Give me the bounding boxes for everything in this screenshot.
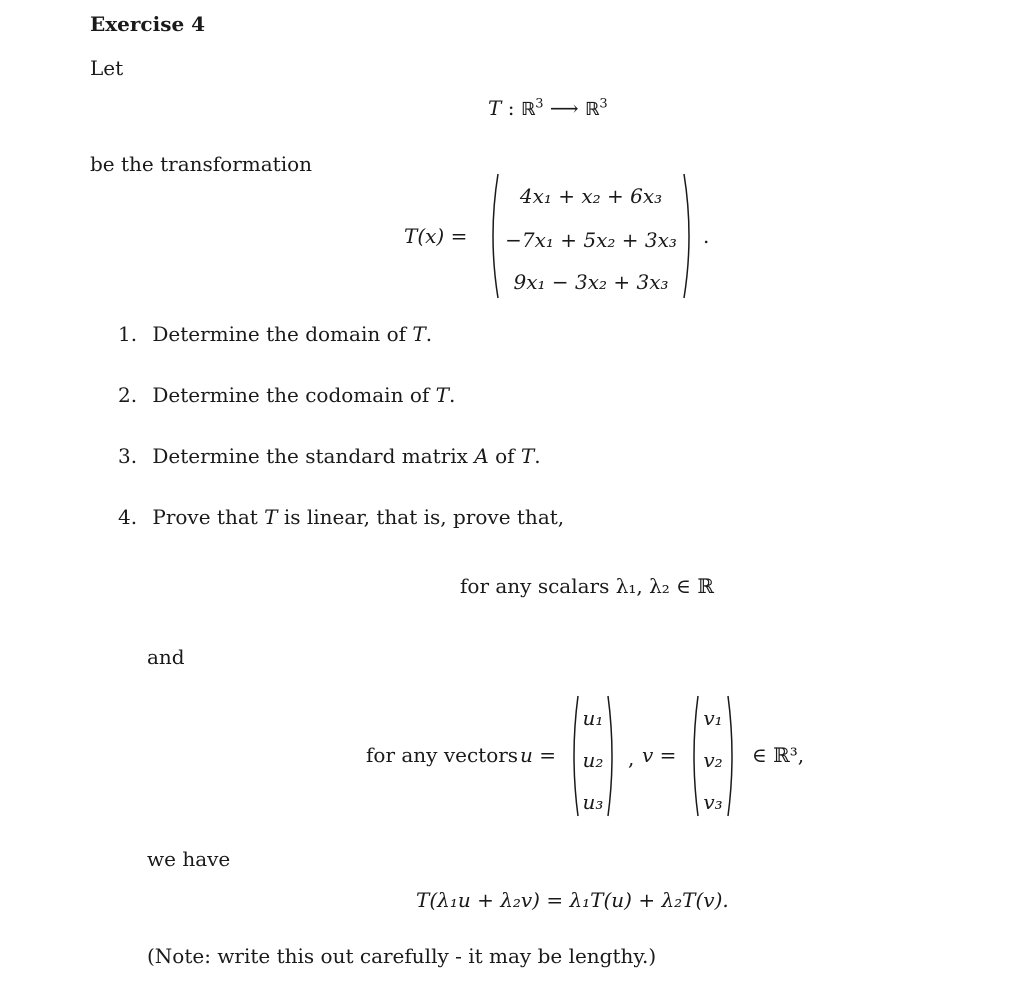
intro-text: Let: [90, 56, 124, 80]
transform-lhs: T(x) =: [404, 224, 468, 248]
item-4: [118, 505, 564, 529]
map-T: T: [488, 96, 502, 120]
u-label: u =: [520, 743, 556, 767]
we-have-text: we have: [147, 847, 231, 871]
item-text: Prove that: [152, 505, 258, 529]
u-entry-2: u₂: [582, 748, 604, 772]
item-symbol: T: [264, 505, 278, 529]
item-end: .: [425, 322, 433, 346]
item-text: Determine the codomain of: [152, 383, 430, 407]
be-transformation-text: be the transformation: [90, 152, 313, 176]
map-colon: :: [507, 96, 515, 120]
item-end: .: [534, 444, 541, 468]
item-number: 2.: [118, 383, 138, 407]
transform-vector: [486, 172, 696, 300]
u-entry-1: u₁: [582, 706, 604, 730]
item-number: 4.: [118, 505, 138, 529]
u-right-paren: [606, 694, 618, 818]
vectors-lead: for any vectors: [366, 743, 519, 767]
item-symbol: T: [412, 322, 426, 346]
u-vector: [568, 694, 618, 818]
v-right-paren: [726, 694, 738, 818]
map-arrow: ⟶: [549, 96, 579, 120]
vector-comma: ,: [628, 746, 635, 770]
exercise-title: Exercise 4: [90, 12, 206, 36]
transform-period: .: [703, 224, 710, 248]
v-label: v =: [642, 743, 677, 767]
item-3: [118, 444, 541, 468]
transform-row-1: 4x₁ + x₂ + 6x₃: [519, 184, 663, 208]
item-number: 1.: [118, 322, 138, 346]
scalars-line: for any scalars λ₁, λ₂ ∈ ℝ: [460, 574, 714, 598]
item-mid: is linear, that is, prove that,: [283, 505, 565, 529]
item-end: .: [448, 383, 456, 407]
map-line: [488, 96, 608, 120]
v-entry-1: v₁: [703, 706, 723, 730]
codomain-set: ℝ: [584, 99, 600, 120]
item-symbol-2: T: [520, 444, 535, 468]
transform-row-2: −7x₁ + 5x₂ + 3x₃: [505, 228, 677, 252]
v-entry-3: v₃: [703, 790, 723, 814]
item-1: [118, 322, 432, 346]
v-vector: [688, 694, 738, 818]
right-paren: [682, 172, 696, 300]
u-entry-3: u₃: [582, 790, 604, 814]
item-number: 3.: [118, 444, 138, 468]
note-text: (Note: write this out carefully - it may be lengthy.): [147, 944, 657, 968]
codomain-exp: 3: [599, 96, 608, 112]
item-symbol: A: [474, 444, 489, 468]
item-text: Determine the standard matrix: [152, 444, 468, 468]
transform-row-3: 9x₁ − 3x₂ + 3x₃: [513, 270, 669, 294]
item-mid: of: [495, 444, 515, 468]
linearity-equation: T(λ₁u + λ₂v) = λ₁T(u) + λ₂T(v).: [416, 888, 729, 912]
item-symbol: T: [435, 383, 449, 407]
and-text: and: [147, 645, 185, 669]
domain-exp: 3: [535, 96, 544, 112]
item-text: Determine the domain of: [152, 322, 407, 346]
v-entry-2: v₂: [703, 748, 723, 772]
vectors-tail: ∈ ℝ³,: [752, 743, 805, 767]
item-2: [118, 383, 455, 407]
domain-set: ℝ: [520, 99, 536, 120]
